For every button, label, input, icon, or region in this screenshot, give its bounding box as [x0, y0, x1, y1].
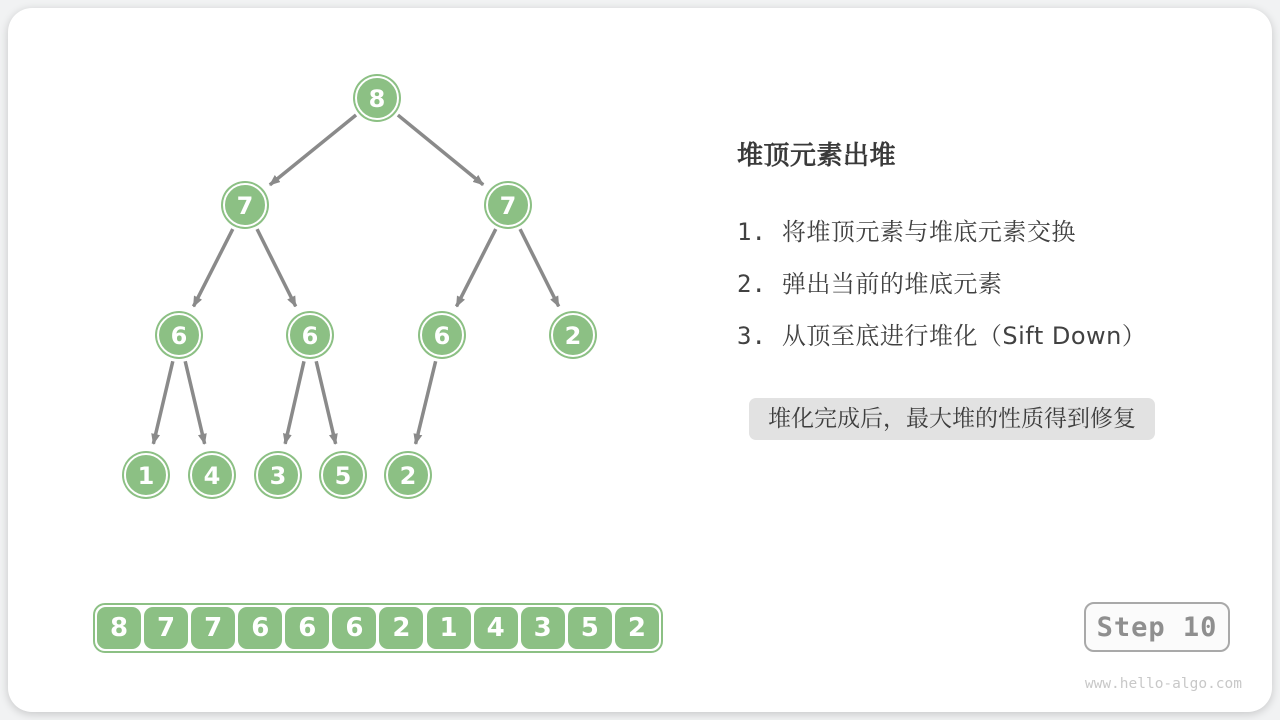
tree-node	[155, 311, 203, 359]
tree-edge	[270, 115, 356, 185]
step-number: 1.	[737, 218, 766, 246]
tree-edge	[185, 361, 204, 444]
tree-edge	[520, 229, 559, 306]
tree-node	[418, 311, 466, 359]
tree-node	[254, 451, 302, 499]
array-cell: 7	[191, 607, 235, 649]
tree-node-value: 7	[236, 192, 254, 220]
array-cell: 7	[144, 607, 188, 649]
tree-edge	[153, 361, 172, 444]
tree-edge	[285, 361, 304, 443]
note-box: 堆化完成后，最大堆的性质得到修复	[749, 398, 1155, 440]
step-text: 弹出当前的堆底元素	[781, 270, 1003, 298]
step-item-2	[737, 269, 1002, 299]
tree-node-value: 2	[399, 462, 417, 490]
tree-node-value: 1	[137, 462, 155, 490]
array-cell: 5	[568, 607, 612, 649]
step-text: 将堆顶元素与堆底元素交换	[781, 218, 1076, 246]
step-badge: Step 10	[1084, 602, 1230, 652]
array-cell: 6	[238, 607, 282, 649]
tree-node-value: 8	[368, 85, 386, 113]
tree-node	[122, 451, 170, 499]
array-cell: 1	[427, 607, 471, 649]
tree-node	[286, 311, 334, 359]
tree-node	[319, 451, 367, 499]
tree-node	[484, 181, 532, 229]
tree-node-value: 2	[564, 322, 582, 350]
tree-node-value: 4	[203, 462, 221, 490]
step-item-3	[737, 321, 1146, 351]
panel-heading: 堆顶元素出堆	[737, 141, 897, 171]
tree-edge	[398, 115, 483, 185]
array-cell: 3	[521, 607, 565, 649]
step-text: 从顶至底进行堆化（Sift Down）	[781, 322, 1147, 350]
tree-node	[549, 311, 597, 359]
tree-edge	[193, 229, 232, 306]
tree-node-value: 7	[499, 192, 517, 220]
tree-node	[221, 181, 269, 229]
tree-edge	[416, 361, 436, 444]
tree-edge	[316, 361, 335, 444]
array-cell: 8	[97, 607, 141, 649]
tree-node	[188, 451, 236, 499]
tree-node	[353, 74, 401, 122]
array-cell: 6	[332, 607, 376, 649]
tree-node-value: 6	[301, 322, 319, 350]
watermark: www.hello-algo.com	[1084, 676, 1242, 692]
array-cell: 2	[379, 607, 423, 649]
step-number: 3.	[737, 322, 766, 350]
tree-node-value: 6	[170, 322, 188, 350]
step-item-1	[737, 217, 1076, 247]
tree-node	[384, 451, 432, 499]
tree-node-value: 5	[334, 462, 352, 490]
array-cell: 6	[285, 607, 329, 649]
heap-tree-diagram	[8, 8, 708, 568]
array-cell: 2	[615, 607, 659, 649]
tree-edge	[257, 229, 296, 306]
tree-node-value: 3	[269, 462, 287, 490]
array-cell: 4	[474, 607, 518, 649]
heap-array	[93, 603, 663, 653]
tree-edge	[456, 229, 495, 306]
content-card	[8, 8, 1272, 712]
step-number: 2.	[737, 270, 766, 298]
tree-node-value: 6	[433, 322, 451, 350]
